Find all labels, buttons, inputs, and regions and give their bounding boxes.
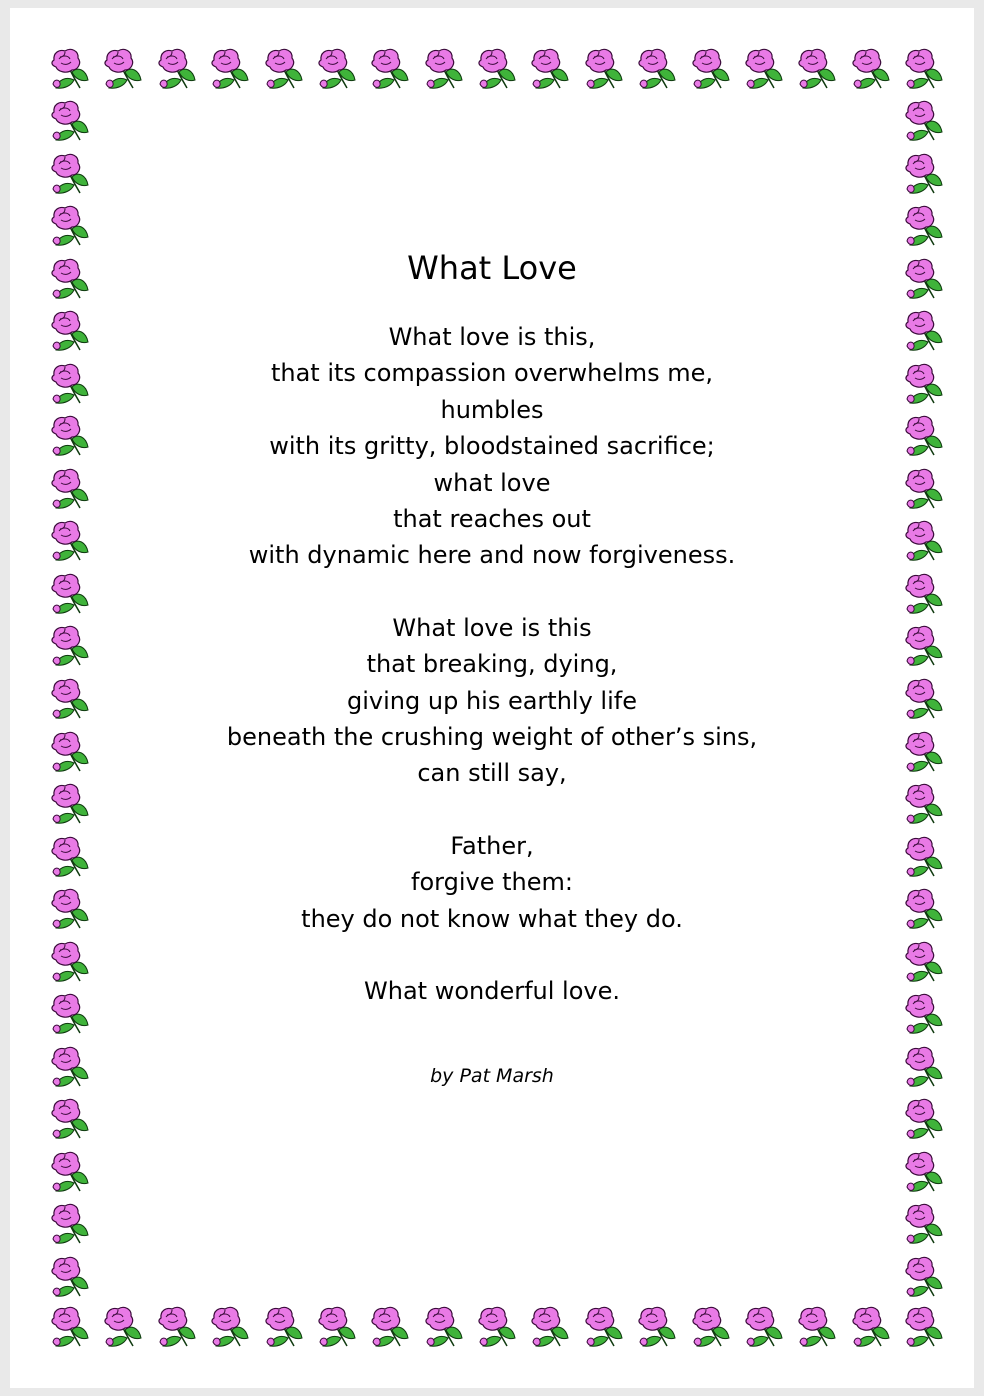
rose-icon: [52, 206, 88, 245]
poem-line: humbles: [440, 395, 544, 424]
rose-icon: [159, 49, 195, 88]
poem-line: Father,: [450, 831, 534, 860]
rose-icon: [853, 1307, 889, 1346]
rose-icon: [906, 101, 942, 140]
rose-icon: [906, 1204, 942, 1243]
rose-icon: [746, 1307, 782, 1346]
rose-icon: [906, 259, 942, 298]
stanza-3: [100, 828, 884, 937]
rose-icon: [212, 1307, 248, 1346]
poem-line: what love: [433, 468, 551, 497]
rose-icon: [52, 1099, 88, 1138]
rose-icon: [906, 626, 942, 665]
rose-icon: [906, 49, 942, 88]
rose-icon: [746, 49, 782, 88]
rose-icon: [799, 1307, 835, 1346]
rose-icon: [319, 49, 355, 88]
rose-icon: [52, 626, 88, 665]
rose-icon: [52, 1257, 88, 1296]
rose-icon: [479, 49, 515, 88]
rose-icon: [52, 364, 88, 403]
stanza-1: [100, 319, 884, 574]
rose-icon: [586, 49, 622, 88]
stanza-2: [100, 610, 884, 792]
poem-line: What love is this,: [388, 323, 596, 351]
rose-icon: [906, 521, 942, 560]
rose-icon: [52, 49, 88, 88]
rose-icon: [906, 416, 942, 455]
poem: [100, 245, 884, 1090]
rose-icon: [52, 154, 88, 193]
rose-icon: [52, 469, 88, 508]
rose-icon: [906, 1257, 942, 1296]
rose-icon: [52, 259, 88, 298]
rose-icon: [52, 784, 88, 823]
poem-line: that reaches out: [393, 505, 591, 534]
rose-icon: [52, 574, 88, 613]
rose-icon: [105, 1307, 141, 1346]
rose-icon: [906, 311, 942, 350]
rose-icon: [586, 1307, 622, 1346]
poem-line: can still say,: [417, 759, 567, 788]
rose-icon: [52, 679, 88, 718]
rose-icon: [906, 889, 942, 928]
rose-icon: [906, 574, 942, 613]
rose-icon: [426, 1307, 462, 1346]
rose-icon: [906, 1152, 942, 1191]
rose-icon: [52, 942, 88, 981]
rose-icon: [693, 49, 729, 88]
rose-icon: [906, 942, 942, 981]
rose-icon: [426, 49, 462, 88]
poem-line: that its compassion overwhelms me,: [270, 359, 714, 388]
poem-line: with dynamic here and now forgiveness.: [248, 541, 736, 570]
rose-icon: [52, 1152, 88, 1191]
rose-icon: [906, 154, 942, 193]
rose-icon: [906, 1307, 942, 1346]
rose-icon: [52, 1204, 88, 1243]
rose-icon: [532, 49, 568, 88]
rose-icon: [906, 837, 942, 876]
rose-icon: [906, 206, 942, 245]
poem-line: that breaking, dying,: [366, 650, 618, 679]
rose-icon: [479, 1307, 515, 1346]
rose-icon: [105, 49, 141, 88]
rose-icon: [266, 1307, 302, 1346]
poem-line: with its gritty, bloodstained sacrifice;: [269, 432, 715, 461]
stanza-4: [100, 973, 884, 1009]
rose-icon: [372, 1307, 408, 1346]
rose-icon: [212, 49, 248, 88]
rose-icon: [906, 679, 942, 718]
rose-icon: [906, 364, 942, 403]
poem-line: What wonderful love.: [364, 977, 620, 1006]
rose-icon: [906, 1047, 942, 1086]
rose-icon: [52, 732, 88, 771]
rose-icon: [52, 994, 88, 1033]
poem-line: What love is this: [392, 613, 592, 642]
rose-icon: [159, 1307, 195, 1346]
rose-icon: [52, 1047, 88, 1086]
rose-icon: [693, 1307, 729, 1346]
poem-line: they do not know what they do.: [301, 904, 683, 933]
rose-icon: [639, 49, 675, 88]
rose-icon: [906, 732, 942, 771]
rose-icon: [799, 49, 835, 88]
rose-icon: [319, 1307, 355, 1346]
poem-line: beneath the crushing weight of other’s sins,: [226, 723, 758, 752]
rose-icon: [52, 1307, 88, 1346]
rose-icon: [52, 521, 88, 560]
rose-icon: [52, 416, 88, 455]
rose-icon: [906, 1099, 942, 1138]
rose-icon: [52, 837, 88, 876]
poem-line: giving up his earthly life: [347, 686, 637, 715]
rose-icon: [906, 994, 942, 1033]
rose-icon: [52, 889, 88, 928]
rose-icon: [372, 49, 408, 88]
rose-icon: [532, 1307, 568, 1346]
rose-icon: [906, 469, 942, 508]
rose-icon: [639, 1307, 675, 1346]
rose-icon: [853, 49, 889, 88]
rose-icon: [266, 49, 302, 88]
rose-icon: [52, 101, 88, 140]
poem-line: forgive them:: [411, 868, 573, 897]
rose-icon: [52, 311, 88, 350]
rose-icon: [906, 784, 942, 823]
poem-author: by Pat Marsh: [430, 1064, 554, 1087]
poem-title: What Love: [407, 249, 577, 287]
